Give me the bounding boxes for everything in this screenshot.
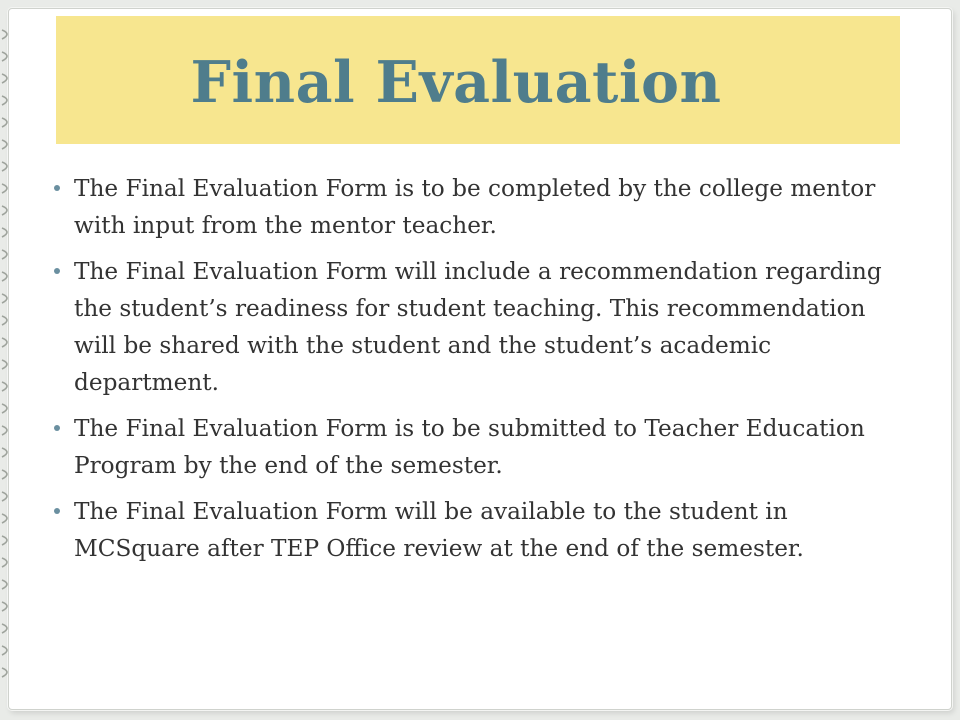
bullet-text: The Final Evaluation Form is to be completed by the college mentor with input from the mentor teacher. xyxy=(74,175,876,239)
bullet-text: The Final Evaluation Form is to be submitted to Teacher Education Program by the end of the semester. xyxy=(74,415,865,479)
title-band xyxy=(56,16,900,144)
bullet-list xyxy=(54,170,904,567)
bullet-icon xyxy=(54,185,60,191)
bullet-item xyxy=(54,253,904,401)
bullet-icon xyxy=(54,425,60,431)
bullet-text: The Final Evaluation Form will include a recommendation regarding the student’s readiness for student teaching. This recommendation will be shared with the student and the student’s academic department. xyxy=(74,258,882,396)
bullet-icon xyxy=(54,268,60,274)
bullet-text: The Final Evaluation Form will be available to the student in MCSquare after TEP Office review at the end of the semester. xyxy=(74,498,804,562)
bullet-item xyxy=(54,410,904,484)
bullet-item xyxy=(54,170,904,244)
slide-body xyxy=(54,170,904,576)
binder-rings-decoration xyxy=(0,0,18,720)
slide-title: Final Evaluation xyxy=(190,48,722,116)
bullet-icon xyxy=(54,508,60,514)
bullet-item xyxy=(54,493,904,567)
